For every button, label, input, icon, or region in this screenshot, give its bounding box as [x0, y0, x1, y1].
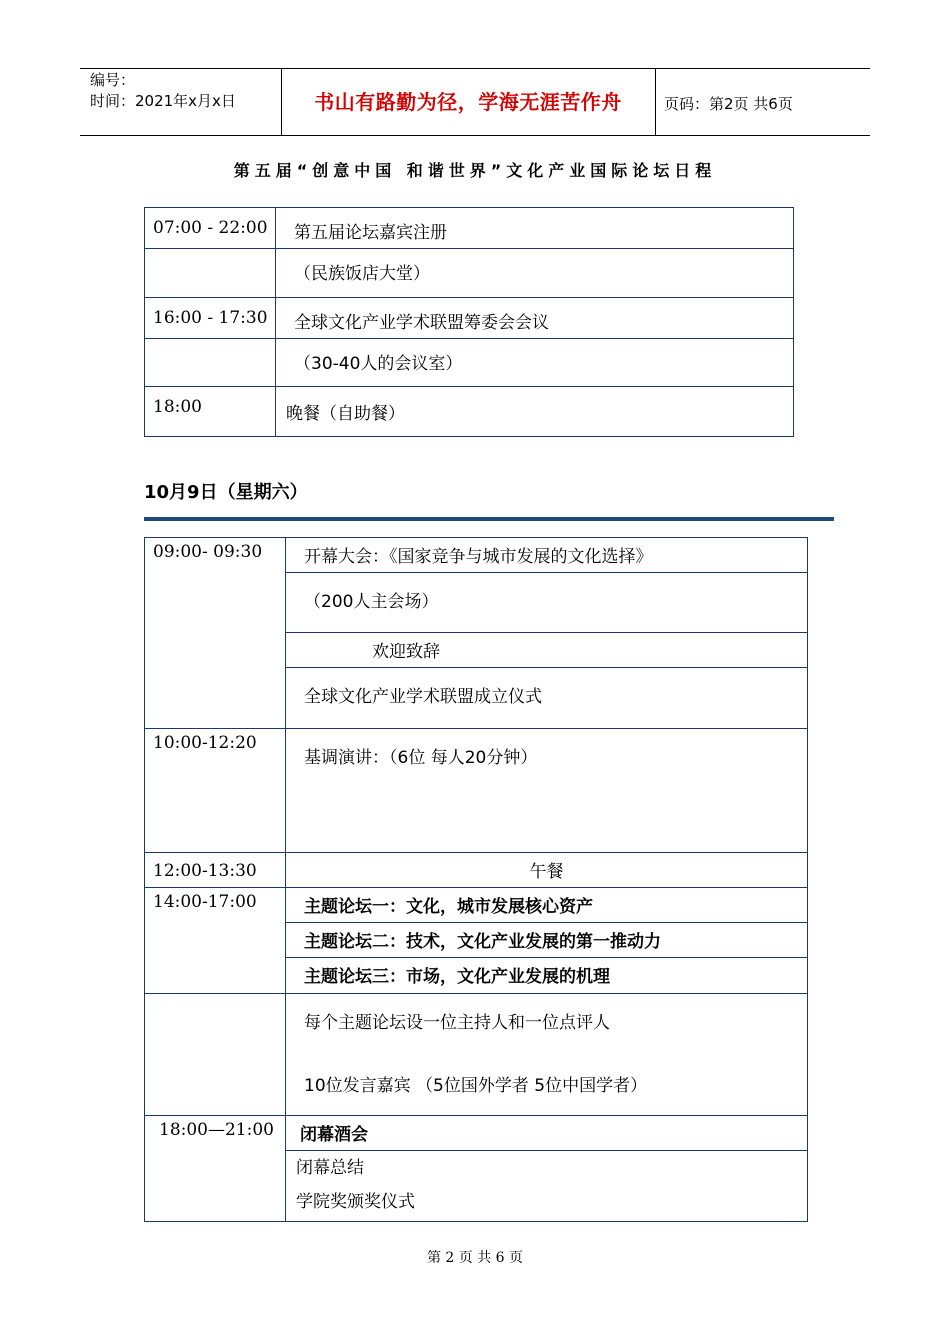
time-cell: 16:00 - 17:30: [145, 298, 276, 339]
time-cell: 14:00-17:00: [145, 888, 286, 994]
table-row: [145, 208, 794, 249]
closing-item: 闭幕总结: [296, 1158, 364, 1178]
activity-cell: 基调演讲：（6位 每人20分钟）: [286, 729, 808, 853]
activity-cell: （200人主会场）: [286, 573, 808, 633]
activity-cell: 全球文化产业学术联盟成立仪式: [286, 668, 808, 729]
forum-note: 10位发言嘉宾 （5位国外学者 5位中国学者）: [304, 1076, 648, 1096]
time-cell: 10:00-12:20: [145, 729, 286, 853]
time-cell: 12:00-13:30: [145, 853, 286, 888]
table-row: [145, 888, 808, 923]
table-row: [145, 1116, 808, 1151]
header-motto: 书山有路勤为径，学海无涯苦作舟: [314, 90, 622, 114]
time-cell: [145, 994, 286, 1116]
table-row: [145, 994, 808, 1116]
time-cell: 09:00- 09:30: [145, 538, 286, 729]
time-cell: 18:00: [145, 387, 276, 437]
section-rule: [144, 517, 834, 521]
table-row: [145, 538, 808, 573]
table-row: [145, 387, 794, 437]
number-label: 编号：: [90, 71, 136, 89]
header-divider-right: [655, 68, 656, 136]
time-cell: 07:00 - 22:00: [145, 208, 276, 249]
schedule-table-day2: [144, 537, 808, 1222]
header-page-info: 页码：第2页 共6页: [664, 95, 793, 113]
page-footer: 第 2 页 共 6 页: [426, 1250, 524, 1266]
activity-cell: 第五届论坛嘉宾注册: [276, 208, 794, 249]
header-bottom-rule: [80, 135, 870, 136]
activity-cell: 主题论坛一：文化，城市发展核心资产: [286, 888, 808, 923]
forum-note: 每个主题论坛设一位主持人和一位点评人: [304, 1013, 610, 1033]
time-label: 时间：2021年x月x日: [90, 92, 236, 110]
table-row: [145, 249, 794, 298]
time-cell: 18:00—21:00: [145, 1116, 286, 1222]
header-meta: [90, 70, 236, 112]
schedule-table-day1: [144, 207, 794, 437]
document-title: 第五届“创意中国 和谐世界”文化产业国际论坛日程: [233, 161, 717, 180]
activity-cell: [286, 1151, 808, 1222]
header-top-rule: [80, 68, 870, 69]
table-row: [145, 298, 794, 339]
activity-cell: 午餐: [286, 853, 808, 888]
table-row: [145, 853, 808, 888]
closing-item: 学院奖颁奖仪式: [296, 1192, 415, 1212]
activity-cell: 开幕大会：《国家竞争与城市发展的文化选择》: [286, 538, 808, 573]
activity-cell: [286, 994, 808, 1116]
activity-cell: （30-40人的会议室）: [276, 339, 794, 387]
activity-cell: 晚餐（自助餐）: [276, 387, 794, 437]
activity-cell: 欢迎致辞: [286, 633, 808, 668]
activity-cell: 闭幕酒会: [286, 1116, 808, 1151]
time-cell: [145, 339, 276, 387]
date-heading: 10月9日（星期六）: [144, 482, 308, 503]
activity-cell: 主题论坛三：市场，文化产业发展的机理: [286, 958, 808, 994]
table-row: [145, 339, 794, 387]
time-cell: [145, 249, 276, 298]
activity-cell: 全球文化产业学术联盟筹委会会议: [276, 298, 794, 339]
activity-cell: （民族饭店大堂）: [276, 249, 794, 298]
activity-cell: 主题论坛二：技术，文化产业发展的第一推动力: [286, 923, 808, 958]
table-row: [145, 729, 808, 853]
